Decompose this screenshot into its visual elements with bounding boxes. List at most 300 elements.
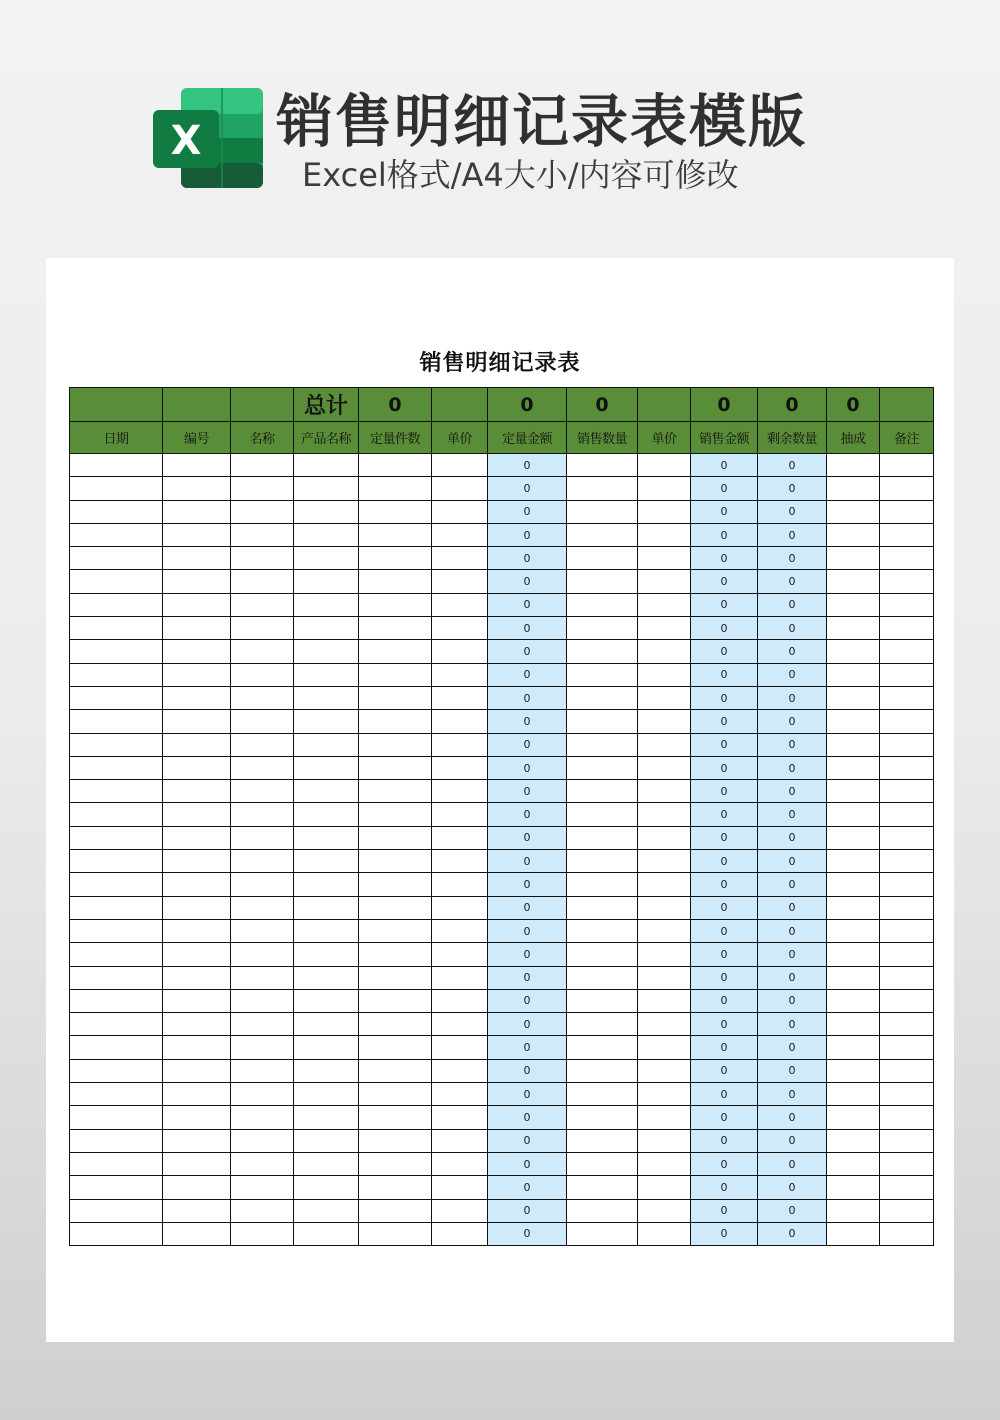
table-cell[interactable] — [70, 943, 163, 966]
table-cell[interactable] — [231, 1176, 294, 1199]
table-cell[interactable] — [880, 1152, 934, 1175]
computed-cell[interactable]: 0 — [488, 1059, 567, 1082]
table-cell[interactable] — [880, 710, 934, 733]
computed-cell[interactable]: 0 — [758, 663, 827, 686]
col-header-product-name[interactable]: 产品名称 — [294, 422, 359, 454]
table-cell[interactable] — [567, 547, 638, 570]
table-cell[interactable] — [638, 1176, 691, 1199]
table-cell[interactable] — [359, 1036, 432, 1059]
computed-cell[interactable]: 0 — [758, 756, 827, 779]
table-cell[interactable] — [432, 686, 488, 709]
computed-cell[interactable]: 0 — [758, 850, 827, 873]
table-cell[interactable] — [880, 896, 934, 919]
table-cell[interactable] — [294, 1013, 359, 1036]
table-cell[interactable] — [827, 756, 880, 779]
table-cell[interactable] — [294, 919, 359, 942]
col-header-unit-price[interactable]: 单价 — [432, 422, 488, 454]
table-cell[interactable] — [294, 1106, 359, 1129]
table-cell[interactable] — [231, 1083, 294, 1106]
table-cell[interactable] — [359, 663, 432, 686]
table-cell[interactable] — [359, 873, 432, 896]
table-cell[interactable] — [567, 617, 638, 640]
computed-cell[interactable]: 0 — [488, 547, 567, 570]
table-cell[interactable] — [163, 943, 231, 966]
table-cell[interactable] — [432, 756, 488, 779]
table-cell[interactable] — [231, 826, 294, 849]
table-cell[interactable] — [827, 1059, 880, 1082]
table-cell[interactable] — [359, 1013, 432, 1036]
computed-cell[interactable]: 0 — [691, 756, 758, 779]
table-cell[interactable] — [567, 570, 638, 593]
table-cell[interactable] — [432, 896, 488, 919]
computed-cell[interactable]: 0 — [758, 803, 827, 826]
computed-cell[interactable]: 0 — [758, 500, 827, 523]
col-header-remarks[interactable]: 备注 — [880, 422, 934, 454]
table-cell[interactable] — [432, 850, 488, 873]
table-cell[interactable] — [880, 1129, 934, 1152]
computed-cell[interactable]: 0 — [691, 570, 758, 593]
table-cell[interactable] — [70, 500, 163, 523]
col-header-date[interactable]: 日期 — [70, 422, 163, 454]
table-cell[interactable] — [880, 780, 934, 803]
computed-cell[interactable]: 0 — [758, 617, 827, 640]
col-header-amount-planned[interactable]: 定量金额 — [488, 422, 567, 454]
table-cell[interactable] — [294, 570, 359, 593]
table-cell[interactable] — [880, 640, 934, 663]
computed-cell[interactable]: 0 — [758, 640, 827, 663]
table-cell[interactable] — [163, 686, 231, 709]
computed-cell[interactable]: 0 — [691, 640, 758, 663]
col-header-unit-price-2[interactable]: 单价 — [638, 422, 691, 454]
table-cell[interactable] — [880, 477, 934, 500]
computed-cell[interactable]: 0 — [488, 710, 567, 733]
table-cell[interactable] — [432, 617, 488, 640]
col-header-qty-sold[interactable]: 销售数量 — [567, 422, 638, 454]
table-cell[interactable] — [231, 989, 294, 1012]
table-cell[interactable] — [827, 943, 880, 966]
table-cell[interactable] — [432, 500, 488, 523]
table-cell[interactable] — [231, 1152, 294, 1175]
table-cell[interactable] — [638, 1152, 691, 1175]
table-cell[interactable] — [638, 593, 691, 616]
table-cell[interactable] — [880, 943, 934, 966]
table-cell[interactable] — [567, 500, 638, 523]
table-cell[interactable] — [294, 640, 359, 663]
computed-cell[interactable]: 0 — [691, 803, 758, 826]
table-cell[interactable] — [359, 989, 432, 1012]
table-cell[interactable] — [827, 1083, 880, 1106]
table-cell[interactable] — [827, 873, 880, 896]
table-cell[interactable] — [294, 1199, 359, 1222]
computed-cell[interactable]: 0 — [691, 1083, 758, 1106]
table-cell[interactable] — [163, 919, 231, 942]
computed-cell[interactable]: 0 — [758, 966, 827, 989]
table-cell[interactable] — [880, 523, 934, 546]
table-cell[interactable] — [432, 523, 488, 546]
table-cell[interactable] — [163, 1036, 231, 1059]
table-cell[interactable] — [638, 873, 691, 896]
table-cell[interactable] — [231, 547, 294, 570]
computed-cell[interactable]: 0 — [758, 1013, 827, 1036]
computed-cell[interactable]: 0 — [488, 1152, 567, 1175]
table-cell[interactable] — [163, 1199, 231, 1222]
table-cell[interactable] — [567, 919, 638, 942]
table-cell[interactable] — [638, 1106, 691, 1129]
table-cell[interactable] — [231, 919, 294, 942]
table-cell[interactable] — [432, 989, 488, 1012]
table-cell[interactable] — [163, 547, 231, 570]
table-cell[interactable] — [638, 1013, 691, 1036]
computed-cell[interactable]: 0 — [488, 850, 567, 873]
table-cell[interactable] — [567, 686, 638, 709]
computed-cell[interactable]: 0 — [488, 454, 567, 477]
table-cell[interactable] — [70, 617, 163, 640]
table-cell[interactable] — [432, 966, 488, 989]
table-cell[interactable] — [359, 803, 432, 826]
table-cell[interactable] — [638, 663, 691, 686]
table-cell[interactable] — [359, 710, 432, 733]
table-cell[interactable] — [163, 1176, 231, 1199]
table-cell[interactable] — [70, 733, 163, 756]
table-cell[interactable] — [827, 640, 880, 663]
table-cell[interactable] — [638, 1129, 691, 1152]
table-cell[interactable] — [231, 617, 294, 640]
table-cell[interactable] — [880, 686, 934, 709]
table-cell[interactable] — [827, 1222, 880, 1245]
table-cell[interactable] — [359, 523, 432, 546]
col-header-qty-planned[interactable]: 定量件数 — [359, 422, 432, 454]
computed-cell[interactable]: 0 — [691, 477, 758, 500]
table-cell[interactable] — [294, 733, 359, 756]
table-cell[interactable] — [638, 966, 691, 989]
table-cell[interactable] — [70, 756, 163, 779]
table-cell[interactable] — [432, 733, 488, 756]
table-cell[interactable] — [70, 873, 163, 896]
table-cell[interactable] — [359, 733, 432, 756]
table-cell[interactable] — [567, 873, 638, 896]
table-cell[interactable] — [70, 826, 163, 849]
computed-cell[interactable]: 0 — [758, 896, 827, 919]
table-cell[interactable] — [70, 919, 163, 942]
totals-cell[interactable] — [432, 388, 488, 422]
table-cell[interactable] — [70, 593, 163, 616]
table-cell[interactable] — [70, 989, 163, 1012]
table-cell[interactable] — [294, 500, 359, 523]
computed-cell[interactable]: 0 — [488, 500, 567, 523]
table-cell[interactable] — [231, 686, 294, 709]
table-cell[interactable] — [638, 1036, 691, 1059]
table-cell[interactable] — [432, 1152, 488, 1175]
table-cell[interactable] — [163, 780, 231, 803]
computed-cell[interactable]: 0 — [691, 1222, 758, 1245]
table-cell[interactable] — [231, 454, 294, 477]
table-cell[interactable] — [163, 896, 231, 919]
table-cell[interactable] — [567, 756, 638, 779]
table-cell[interactable] — [294, 1059, 359, 1082]
table-cell[interactable] — [638, 850, 691, 873]
table-cell[interactable] — [432, 780, 488, 803]
table-cell[interactable] — [638, 547, 691, 570]
computed-cell[interactable]: 0 — [758, 686, 827, 709]
table-cell[interactable] — [638, 1199, 691, 1222]
computed-cell[interactable]: 0 — [691, 454, 758, 477]
col-header-code[interactable]: 编号 — [163, 422, 231, 454]
table-cell[interactable] — [294, 826, 359, 849]
table-cell[interactable] — [163, 803, 231, 826]
table-cell[interactable] — [70, 454, 163, 477]
computed-cell[interactable]: 0 — [691, 1013, 758, 1036]
computed-cell[interactable]: 0 — [758, 1036, 827, 1059]
computed-cell[interactable]: 0 — [691, 850, 758, 873]
table-cell[interactable] — [827, 710, 880, 733]
table-cell[interactable] — [638, 1083, 691, 1106]
computed-cell[interactable]: 0 — [691, 663, 758, 686]
table-cell[interactable] — [70, 710, 163, 733]
table-cell[interactable] — [638, 1222, 691, 1245]
table-cell[interactable] — [294, 663, 359, 686]
table-cell[interactable] — [567, 477, 638, 500]
computed-cell[interactable]: 0 — [758, 1083, 827, 1106]
table-cell[interactable] — [70, 686, 163, 709]
table-cell[interactable] — [638, 826, 691, 849]
table-cell[interactable] — [359, 943, 432, 966]
computed-cell[interactable]: 0 — [691, 710, 758, 733]
table-cell[interactable] — [827, 547, 880, 570]
table-cell[interactable] — [70, 850, 163, 873]
computed-cell[interactable]: 0 — [758, 454, 827, 477]
table-cell[interactable] — [359, 593, 432, 616]
computed-cell[interactable]: 0 — [691, 1152, 758, 1175]
table-cell[interactable] — [231, 896, 294, 919]
table-cell[interactable] — [880, 454, 934, 477]
computed-cell[interactable]: 0 — [758, 919, 827, 942]
computed-cell[interactable]: 0 — [488, 780, 567, 803]
computed-cell[interactable]: 0 — [758, 989, 827, 1012]
table-cell[interactable] — [827, 500, 880, 523]
table-cell[interactable] — [70, 477, 163, 500]
table-cell[interactable] — [231, 966, 294, 989]
table-cell[interactable] — [294, 943, 359, 966]
table-cell[interactable] — [231, 710, 294, 733]
table-cell[interactable] — [880, 966, 934, 989]
table-cell[interactable] — [432, 710, 488, 733]
table-cell[interactable] — [567, 1036, 638, 1059]
table-cell[interactable] — [880, 919, 934, 942]
table-cell[interactable] — [880, 500, 934, 523]
table-cell[interactable] — [359, 966, 432, 989]
table-cell[interactable] — [359, 477, 432, 500]
table-cell[interactable] — [827, 1176, 880, 1199]
computed-cell[interactable]: 0 — [691, 617, 758, 640]
computed-cell[interactable]: 0 — [758, 570, 827, 593]
table-cell[interactable] — [638, 919, 691, 942]
table-cell[interactable] — [294, 1036, 359, 1059]
computed-cell[interactable]: 0 — [488, 756, 567, 779]
table-cell[interactable] — [163, 1059, 231, 1082]
table-cell[interactable] — [827, 663, 880, 686]
table-cell[interactable] — [359, 617, 432, 640]
table-cell[interactable] — [880, 873, 934, 896]
table-cell[interactable] — [163, 1106, 231, 1129]
table-cell[interactable] — [567, 593, 638, 616]
table-cell[interactable] — [880, 593, 934, 616]
table-cell[interactable] — [827, 570, 880, 593]
table-cell[interactable] — [827, 919, 880, 942]
computed-cell[interactable]: 0 — [488, 943, 567, 966]
table-cell[interactable] — [70, 1036, 163, 1059]
table-cell[interactable] — [70, 1199, 163, 1222]
table-cell[interactable] — [294, 686, 359, 709]
table-cell[interactable] — [294, 454, 359, 477]
table-cell[interactable] — [638, 500, 691, 523]
computed-cell[interactable]: 0 — [488, 896, 567, 919]
table-cell[interactable] — [432, 1083, 488, 1106]
computed-cell[interactable]: 0 — [758, 826, 827, 849]
computed-cell[interactable]: 0 — [691, 523, 758, 546]
computed-cell[interactable]: 0 — [691, 593, 758, 616]
computed-cell[interactable]: 0 — [691, 733, 758, 756]
table-cell[interactable] — [880, 1036, 934, 1059]
table-cell[interactable] — [827, 1129, 880, 1152]
table-cell[interactable] — [567, 1176, 638, 1199]
table-cell[interactable] — [231, 570, 294, 593]
table-cell[interactable] — [432, 1106, 488, 1129]
table-cell[interactable] — [163, 966, 231, 989]
computed-cell[interactable]: 0 — [691, 873, 758, 896]
table-cell[interactable] — [359, 756, 432, 779]
table-cell[interactable] — [827, 989, 880, 1012]
computed-cell[interactable]: 0 — [488, 477, 567, 500]
computed-cell[interactable]: 0 — [488, 1129, 567, 1152]
table-cell[interactable] — [359, 1083, 432, 1106]
table-cell[interactable] — [567, 1199, 638, 1222]
table-cell[interactable] — [163, 733, 231, 756]
table-cell[interactable] — [567, 780, 638, 803]
computed-cell[interactable]: 0 — [488, 873, 567, 896]
computed-cell[interactable]: 0 — [758, 523, 827, 546]
computed-cell[interactable]: 0 — [691, 547, 758, 570]
table-cell[interactable] — [294, 593, 359, 616]
table-cell[interactable] — [432, 803, 488, 826]
table-cell[interactable] — [70, 1176, 163, 1199]
computed-cell[interactable]: 0 — [691, 943, 758, 966]
table-cell[interactable] — [567, 663, 638, 686]
table-cell[interactable] — [880, 1013, 934, 1036]
table-cell[interactable] — [567, 966, 638, 989]
computed-cell[interactable]: 0 — [691, 896, 758, 919]
table-cell[interactable] — [359, 826, 432, 849]
computed-cell[interactable]: 0 — [488, 966, 567, 989]
table-cell[interactable] — [432, 547, 488, 570]
table-cell[interactable] — [231, 640, 294, 663]
table-cell[interactable] — [231, 756, 294, 779]
table-cell[interactable] — [432, 873, 488, 896]
table-cell[interactable] — [880, 663, 934, 686]
computed-cell[interactable]: 0 — [488, 1222, 567, 1245]
table-cell[interactable] — [359, 1222, 432, 1245]
table-cell[interactable] — [567, 733, 638, 756]
computed-cell[interactable]: 0 — [488, 617, 567, 640]
computed-cell[interactable]: 0 — [488, 826, 567, 849]
table-cell[interactable] — [827, 966, 880, 989]
totals-cell[interactable] — [70, 388, 163, 422]
computed-cell[interactable]: 0 — [691, 1199, 758, 1222]
col-header-qty-remaining[interactable]: 剩余数量 — [758, 422, 827, 454]
computed-cell[interactable]: 0 — [758, 1222, 827, 1245]
table-cell[interactable] — [432, 1199, 488, 1222]
table-cell[interactable] — [567, 803, 638, 826]
computed-cell[interactable]: 0 — [691, 1059, 758, 1082]
computed-cell[interactable]: 0 — [758, 943, 827, 966]
table-cell[interactable] — [231, 780, 294, 803]
table-cell[interactable] — [163, 1152, 231, 1175]
table-cell[interactable] — [827, 617, 880, 640]
table-cell[interactable] — [880, 1106, 934, 1129]
table-cell[interactable] — [70, 780, 163, 803]
computed-cell[interactable]: 0 — [758, 477, 827, 500]
table-cell[interactable] — [827, 803, 880, 826]
table-cell[interactable] — [294, 803, 359, 826]
table-cell[interactable] — [231, 850, 294, 873]
table-cell[interactable] — [638, 1059, 691, 1082]
table-cell[interactable] — [432, 477, 488, 500]
table-cell[interactable] — [880, 850, 934, 873]
computed-cell[interactable]: 0 — [758, 1152, 827, 1175]
table-cell[interactable] — [432, 570, 488, 593]
computed-cell[interactable]: 0 — [691, 1129, 758, 1152]
computed-cell[interactable]: 0 — [691, 826, 758, 849]
table-cell[interactable] — [231, 1222, 294, 1245]
computed-cell[interactable]: 0 — [488, 919, 567, 942]
table-cell[interactable] — [880, 1083, 934, 1106]
table-cell[interactable] — [567, 1013, 638, 1036]
computed-cell[interactable]: 0 — [758, 1129, 827, 1152]
table-cell[interactable] — [567, 710, 638, 733]
table-cell[interactable] — [163, 477, 231, 500]
table-cell[interactable] — [359, 1176, 432, 1199]
table-cell[interactable] — [432, 943, 488, 966]
table-cell[interactable] — [567, 454, 638, 477]
computed-cell[interactable]: 0 — [758, 1176, 827, 1199]
table-cell[interactable] — [880, 989, 934, 1012]
table-cell[interactable] — [359, 454, 432, 477]
table-cell[interactable] — [294, 1176, 359, 1199]
table-cell[interactable] — [638, 733, 691, 756]
computed-cell[interactable]: 0 — [488, 733, 567, 756]
table-cell[interactable] — [70, 570, 163, 593]
table-cell[interactable] — [294, 989, 359, 1012]
table-cell[interactable] — [70, 1059, 163, 1082]
table-cell[interactable] — [359, 919, 432, 942]
table-cell[interactable] — [294, 547, 359, 570]
computed-cell[interactable]: 0 — [758, 593, 827, 616]
total-amount-planned[interactable]: 0 — [488, 388, 567, 422]
table-cell[interactable] — [827, 593, 880, 616]
table-cell[interactable] — [638, 803, 691, 826]
table-cell[interactable] — [432, 1176, 488, 1199]
table-cell[interactable] — [163, 989, 231, 1012]
table-cell[interactable] — [70, 896, 163, 919]
table-cell[interactable] — [163, 1129, 231, 1152]
table-cell[interactable] — [231, 523, 294, 546]
table-cell[interactable] — [231, 803, 294, 826]
computed-cell[interactable]: 0 — [758, 873, 827, 896]
table-cell[interactable] — [432, 1129, 488, 1152]
table-cell[interactable] — [432, 1059, 488, 1082]
table-cell[interactable] — [827, 733, 880, 756]
table-cell[interactable] — [567, 989, 638, 1012]
table-cell[interactable] — [231, 1129, 294, 1152]
